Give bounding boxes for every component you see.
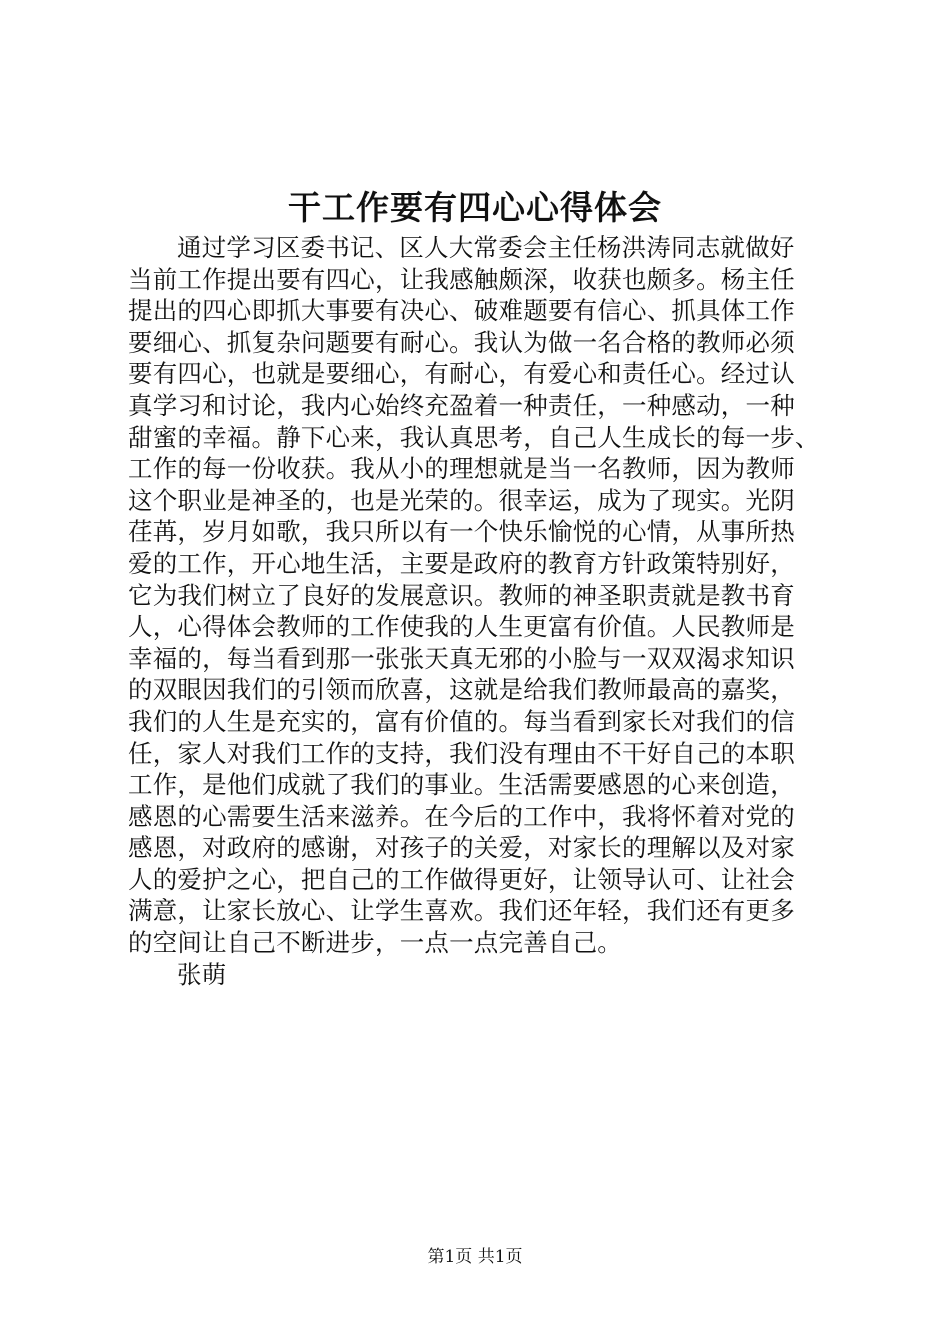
body-line: 要细心、抓复杂问题要有耐心。我认为做一名合格的教师必须 [128,327,795,357]
body-line: 提出的四心即抓大事要有决心、破难题要有信心、抓具体工作 [128,296,795,326]
document-body [128,232,828,990]
body-line: 人的爱护之心，把自己的工作做得更好，让领导认可、让社会 [128,864,795,894]
page-footer: 第1页 共1页 [427,1247,523,1267]
body-line: 真学习和讨论，我内心始终充盈着一种责任，一种感动，一种 [128,390,795,420]
body-line: 我们的人生是充实的，富有价值的。每当看到家长对我们的信 [128,706,795,736]
body-line: 要有四心，也就是要细心，有耐心，有爱心和责任心。经过认 [128,359,795,389]
body-line: 荏苒，岁月如歌，我只所以有一个快乐愉悦的心情，从事所热 [128,517,795,547]
body-line: 当前工作提出要有四心，让我感触颇深，收获也颇多。杨主任 [128,264,795,294]
body-line: 满意，让家长放心、让学生喜欢。我们还年轻，我们还有更多 [128,896,795,926]
body-line: 工作，是他们成就了我们的事业。生活需要感恩的心来创造， [128,770,795,800]
body-line: 的空间让自己不断进步，一点一点完善自己。 [128,928,622,958]
body-line: 它为我们树立了良好的发展意识。教师的神圣职责就是教书育 [128,580,795,610]
body-line: 工作的每一份收获。我从小的理想就是当一名教师，因为教师 [128,454,795,484]
author-name: 张萌 [177,959,227,989]
body-line: 人，心得体会教师的工作使我的人生更富有价值。人民教师是 [128,612,795,642]
body-line: 任，家人对我们工作的支持，我们没有理由不干好自己的本职 [128,738,795,768]
document-title: 干工作要有四心心得体会 [288,188,662,227]
body-line: 甜蜜的幸福。静下心来，我认真思考，自己人生成长的每一步、 [128,422,820,452]
body-line: 爱的工作，开心地生活，主要是政府的教育方针政策特别好， [128,548,795,578]
body-line: 幸福的，每当看到那一张张天真无邪的小脸与一双双渴求知识 [128,643,795,673]
body-line: 的双眼因我们的引领而欣喜，这就是给我们教师最高的嘉奖， [128,675,795,705]
body-line: 感恩，对政府的感谢，对孩子的关爱，对家长的理解以及对家 [128,833,795,863]
body-line: 感恩的心需要生活来滋养。在今后的工作中，我将怀着对党的 [128,801,795,831]
body-line: 通过学习区委书记、区人大常委会主任杨洪涛同志就做好 [177,233,795,262]
body-line: 这个职业是神圣的，也是光荣的。很幸运，成为了现实。光阴 [128,485,795,515]
